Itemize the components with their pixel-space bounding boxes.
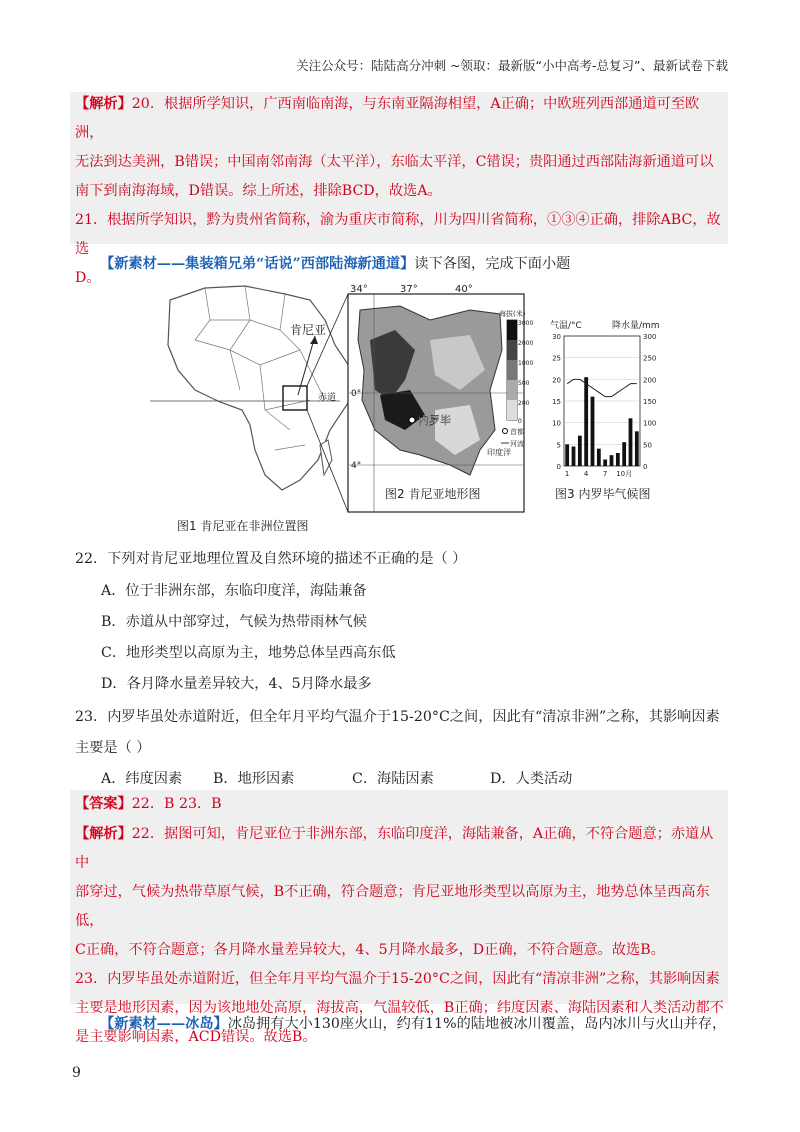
precip-bar bbox=[622, 442, 626, 466]
temp-tick-label: 0 bbox=[556, 463, 561, 471]
answer-text: 22．B 23．B bbox=[131, 796, 222, 812]
text-line: 主要是地形因素，因为该地地处高原，海拔高，气温较低，B正确；纬度因素、海陆因素和人类活动都不 bbox=[75, 1000, 724, 1016]
text-line: D。 bbox=[75, 270, 101, 286]
text-line: 是主要影响因素，ACD错误。故选B。 bbox=[75, 1029, 317, 1045]
precip-tick-label: 100 bbox=[643, 419, 657, 428]
precip-bar bbox=[572, 447, 576, 467]
material-tag: 【新素材——冰岛】 bbox=[100, 1016, 228, 1032]
precip-bar bbox=[584, 377, 588, 466]
q22-option-d: D．各月降水量差异较大，4、5月降水最多 bbox=[101, 676, 372, 692]
lon-34: 34° bbox=[350, 284, 368, 295]
q22-option-a: A．位于非洲东部，东临印度洋，海陆兼备 bbox=[101, 583, 367, 599]
question-22: 22．下列对肯尼亚地理位置及自然环境的描述不正确的是（ ） bbox=[75, 551, 467, 567]
river-legend: 河流 bbox=[510, 440, 524, 448]
elevation-legend-title: 海拔(米) bbox=[499, 310, 526, 318]
lat-4: 4° bbox=[351, 461, 362, 471]
precip-tick-label: 250 bbox=[643, 354, 657, 363]
climate-chart bbox=[552, 333, 656, 478]
fig2-caption: 图2 肯尼亚地形图 bbox=[385, 487, 481, 501]
month-tick-label: 7 bbox=[602, 470, 608, 478]
material-text: 读下各图，完成下面小题 bbox=[414, 256, 571, 272]
precip-bar bbox=[591, 397, 595, 466]
precip-bar bbox=[629, 418, 633, 466]
temperature-line bbox=[567, 379, 637, 396]
temp-tick-label: 10 bbox=[552, 419, 561, 428]
precip-bar bbox=[616, 453, 620, 466]
lon-40: 40° bbox=[455, 284, 473, 295]
material-heading-1 bbox=[100, 250, 570, 279]
fig1-caption: 图1 肯尼亚在非洲位置图 bbox=[177, 519, 309, 533]
ocean-label: 印度洋 bbox=[487, 448, 511, 457]
temp-tick-label: 20 bbox=[552, 376, 561, 385]
lat-0: 0° bbox=[351, 389, 362, 399]
question-23-line2: 主要是（ ） bbox=[75, 740, 151, 756]
month-tick-label: 4 bbox=[583, 470, 589, 478]
text-line: 20．根据所学知识，广西南临南海，与东南亚隔海相望，A正确；中欧班列西部通道可至欧洲， bbox=[75, 96, 700, 141]
temp-axis-title: 气温/°C bbox=[550, 321, 582, 331]
explanation-tag: 【解析】 bbox=[75, 826, 132, 842]
q23-option-d: D．人类活动 bbox=[490, 771, 573, 787]
figures-area bbox=[150, 280, 670, 535]
legend-value: 200 bbox=[518, 400, 530, 407]
precip-tick-label: 50 bbox=[643, 441, 652, 450]
text-line: 南下到南海海域，D错误。综上所述，排除BCD，故选A。 bbox=[75, 183, 442, 199]
temp-tick-label: 25 bbox=[552, 354, 561, 363]
precip-bar bbox=[597, 449, 601, 466]
precip-bar bbox=[603, 460, 607, 467]
question-23-line1: 23．内罗毕虽处赤道附近，但全年月平均气温介于15-20°C之间，因此有“清凉非洲”之称，其影响因素 bbox=[75, 709, 720, 725]
precip-tick-label: 300 bbox=[643, 333, 657, 341]
nairobi-label: 内罗毕 bbox=[418, 414, 451, 427]
fig3-caption: 图3 内罗毕气候图 bbox=[555, 487, 651, 501]
capital-legend: 首都 bbox=[510, 428, 524, 436]
legend-value: 1000 bbox=[518, 360, 534, 367]
page-number: 9 bbox=[72, 1065, 81, 1081]
kenya-terrain-map bbox=[348, 294, 524, 512]
text-line: 无法到达美洲，B错误；中国南邻南海（太平洋），东临太平洋，C错误；贵阳通过西部陆海新通道可以 bbox=[75, 154, 714, 170]
q23-option-b: B．地形因素 bbox=[213, 771, 295, 787]
precip-bar bbox=[578, 436, 582, 466]
precip-bar bbox=[565, 444, 569, 466]
explanation-tag: 【解析】 bbox=[75, 96, 132, 112]
q23-option-a: A．纬度因素 bbox=[101, 771, 183, 787]
q23-option-c: C．海陆因素 bbox=[352, 771, 434, 787]
temp-tick-label: 30 bbox=[552, 333, 561, 341]
text-line: 23．内罗毕虽处赤道附近，但全年月平均气温介于15-20°C之间，因此有“清凉非洲”之称，其影响因素 bbox=[75, 971, 720, 987]
material-tag: 【新素材——集装箱兄弟“话说”西部陆海新通道】 bbox=[100, 256, 415, 272]
text-line: 部穿过，气候为热带草原气候，B不正确，符合题意；肯尼亚地形类型以高原为主，地势总体呈西高东低， bbox=[75, 884, 710, 929]
lon-37: 37° bbox=[400, 284, 418, 295]
legend-value: 0 bbox=[518, 418, 522, 425]
q22-option-b: B．赤道从中部穿过，气候为热带雨林气候 bbox=[101, 614, 367, 630]
precip-tick-label: 150 bbox=[643, 398, 657, 406]
text-line: C正确，不符合题意；各月降水量差异较大，4、5月降水最多，D正确，不符合题意。故选B。 bbox=[75, 942, 665, 958]
q22-option-c: C．地形类型以高原为主，地势总体呈西高东低 bbox=[101, 645, 396, 661]
legend-value: 2000 bbox=[518, 340, 534, 347]
precip-tick-label: 0 bbox=[643, 463, 648, 471]
legend-value: 500 bbox=[518, 380, 530, 387]
precip-tick-label: 200 bbox=[643, 376, 657, 385]
answer-tag: 【答案】 bbox=[75, 796, 132, 812]
precip-bar bbox=[610, 455, 614, 466]
temp-tick-label: 15 bbox=[552, 398, 561, 406]
month-tick-label: 1 bbox=[564, 470, 570, 478]
answer bbox=[75, 790, 222, 819]
text-line: 21．根据所学知识，黔为贵州省简称，渝为重庆市简称，川为四川省简称，①③④正确，排除ABC，故选 bbox=[75, 212, 721, 257]
material-heading-2 bbox=[100, 1010, 726, 1039]
text-line: 22．据图可知，肯尼亚位于非洲东部，东临印度洋，海陆兼备，A正确，不符合题意；赤道从中 bbox=[75, 826, 714, 871]
material-text: 冰岛拥有大小130座火山，约有11%的陆地被冰川覆盖，岛内冰川与火山并存， bbox=[227, 1016, 727, 1032]
precip-bar bbox=[635, 431, 639, 466]
kenya-label: 肯尼亚 bbox=[290, 323, 327, 337]
month-tick-label: 10月 bbox=[616, 470, 633, 478]
legend-value: 3000 bbox=[518, 320, 534, 327]
equator-label: 赤道 bbox=[318, 393, 337, 403]
temp-tick-label: 5 bbox=[556, 441, 561, 450]
precip-axis-title: 降水量/mm bbox=[612, 321, 660, 331]
page-header: 关注公众号：陆陆高分冲刺 ~领取：最新版“小中高考-总复习”、最新试卷下载 bbox=[296, 58, 728, 73]
